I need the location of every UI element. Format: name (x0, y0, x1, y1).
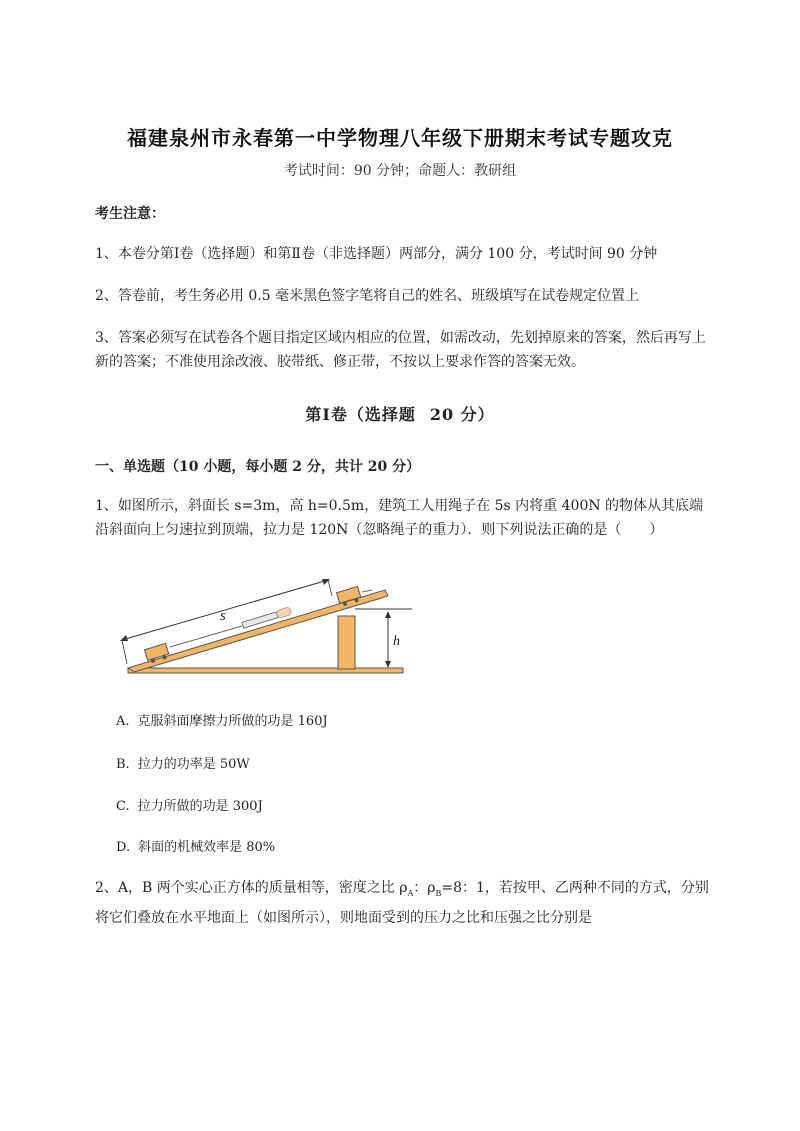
option-a-letter: A. (116, 714, 130, 729)
length-tick-top (328, 580, 332, 596)
option-a[interactable] (116, 710, 328, 729)
length-arrow-head-bottom (120, 635, 128, 641)
option-c-text: 拉力所做的功是 300J (137, 799, 263, 814)
section-title-text: 第Ⅰ卷（选择题 (305, 405, 416, 424)
section-points: 20 分） (429, 405, 495, 424)
density-sub-b: B (435, 888, 442, 898)
top-rope (362, 590, 372, 592)
exam-subtitle: 考试时间：90 分钟；命题人：教研组 (283, 163, 517, 179)
question-2-stem-mid: ：ρ (413, 880, 436, 896)
option-c[interactable] (116, 795, 263, 814)
option-d[interactable] (116, 836, 275, 855)
option-d-text: 斜面的机械效率是 80% (138, 840, 276, 855)
length-tick-bottom (122, 640, 127, 664)
ground-plank (128, 668, 403, 673)
option-d-letter: D. (116, 840, 131, 855)
height-label: h (393, 634, 400, 649)
option-b[interactable] (116, 753, 250, 772)
option-b-letter: B. (116, 757, 130, 772)
height-arrow-head-bottom (385, 661, 391, 668)
option-c-letter: C. (116, 799, 130, 814)
question-2-stem-after: =8：1，若按甲、乙两种不同的方式，分别将它们叠放在水平地面上（如图所示），则地面受到的压力之比和压强之比分别是 (95, 880, 709, 926)
notice-item-3: 3、答案必须写在试卷各个题目指定区域内相应的位置，如需改动，先划掉原来的答案，然后再写上新的答案；不准使用涂改液、胶带纸、修正带，不按以上要求作答的答案无效。 (95, 330, 706, 370)
notice-heading: 考生注意： (95, 206, 165, 222)
question-1-stem: 1、如图所示，斜面长 s=3m，高 h=0.5m，建筑工人用绳子在 5s 内将重 400N 的物体从其底端沿斜面向上匀速拉到顶端，拉力是 120N（忽略绳子的重力）．则下列说法正确的是（ ） (95, 498, 704, 538)
height-arrow-head-top (385, 611, 391, 618)
incline-figure (110, 568, 420, 683)
support-post (338, 616, 355, 669)
density-sub-a: A (407, 888, 414, 898)
length-label: s (220, 608, 226, 624)
question-2-stem (95, 876, 710, 930)
question-group-heading: 一、单选题（10 小题，每小题 2 分，共计 20 分） (95, 459, 421, 475)
option-b-text: 拉力的功率是 50W (137, 757, 250, 772)
question-2-stem-before: 2、A，B 两个实心正方体的质量相等，密度之比 ρ (95, 880, 408, 896)
notice-item-1: 1、本卷分第Ⅰ卷（选择题）和第Ⅱ卷（非选择题）两部分，满分 100 分，考试时间 90 分钟 (95, 246, 658, 262)
section-title (0, 402, 800, 425)
option-a-text: 克服斜面摩擦力所做的功是 160J (137, 714, 328, 729)
notice-item-2: 2、答卷前，考生务必用 0.5 毫米黑色签字笔将自己的姓名、班级填写在试卷规定位置上 (95, 288, 640, 304)
exam-title: 福建泉州市永春第一中学物理八年级下册期末考试专题攻克 (127, 126, 673, 150)
